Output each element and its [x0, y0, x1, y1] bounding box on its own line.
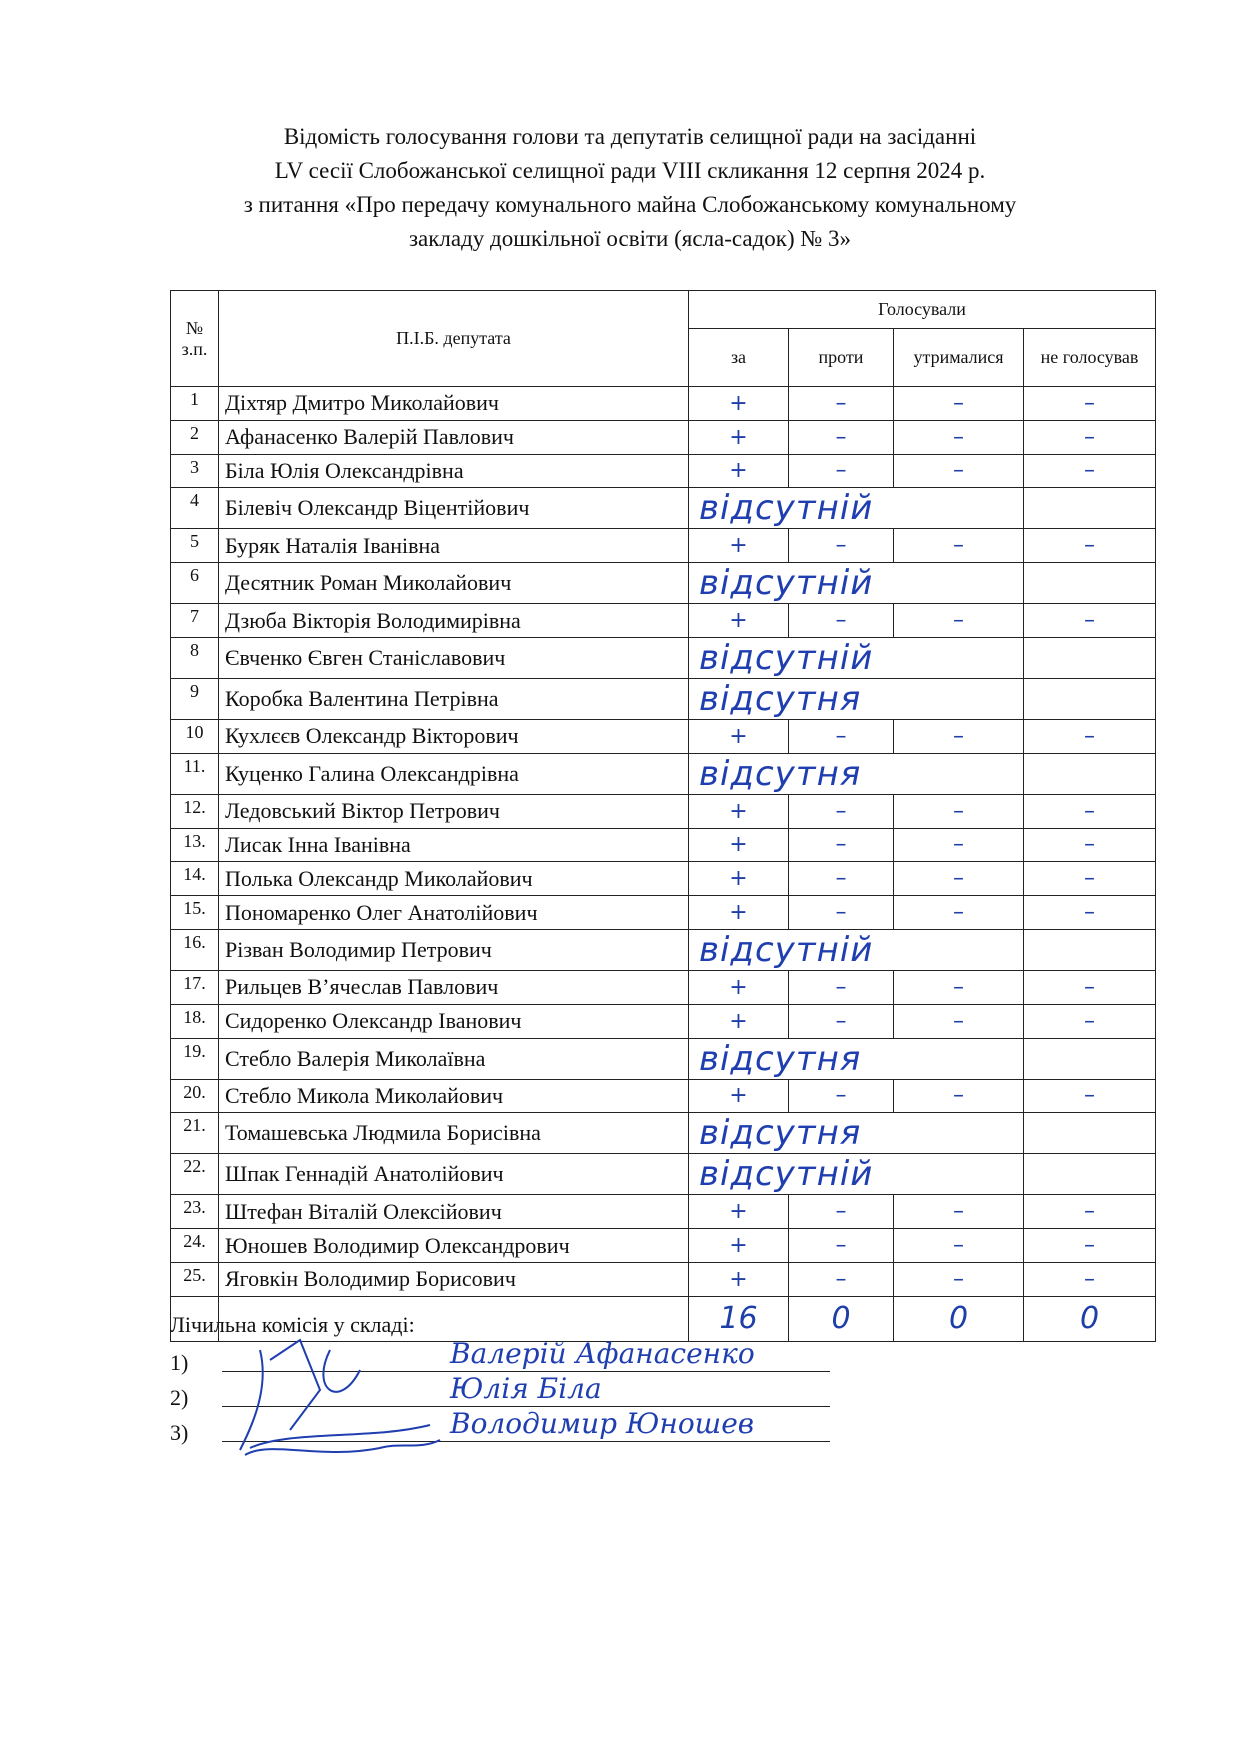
voting-table: [170, 290, 1156, 1342]
empty-cell: [1024, 1113, 1156, 1154]
table-row: [171, 929, 1156, 970]
vote-for: +: [689, 794, 789, 828]
table-row: [171, 862, 1156, 896]
vote-not-voted: –: [1024, 1262, 1156, 1296]
table-row: [171, 896, 1156, 930]
handwritten-signature: Юлія Біла: [450, 1372, 602, 1405]
vote-not-voted: –: [1024, 896, 1156, 930]
header-for: за: [689, 329, 789, 387]
vote-abstain: –: [894, 1195, 1024, 1229]
table-row: [171, 488, 1156, 529]
vote-not-voted: –: [1024, 828, 1156, 862]
table-row: [171, 1262, 1156, 1296]
total-not-voted: 0: [1024, 1296, 1156, 1341]
vote-for: +: [689, 387, 789, 421]
vote-for: +: [689, 970, 789, 1004]
deputy-name: Діхтяр Дмитро Миколайович: [219, 387, 689, 421]
vote-abstain: –: [894, 1262, 1024, 1296]
member-number: 2): [170, 1385, 189, 1410]
vote-not-voted: –: [1024, 719, 1156, 753]
vote-abstain: –: [894, 862, 1024, 896]
vote-not-voted: –: [1024, 1229, 1156, 1263]
row-number: 2: [171, 420, 219, 454]
vote-for: +: [689, 1195, 789, 1229]
table-row: [171, 1038, 1156, 1079]
deputy-name: Білевіч Олександр Віцентійович: [219, 488, 689, 529]
row-number: 24.: [171, 1229, 219, 1263]
vote-abstain: –: [894, 719, 1024, 753]
table-row: [171, 828, 1156, 862]
vote-abstain: –: [894, 604, 1024, 638]
table-row: [171, 420, 1156, 454]
deputy-name: Сидоренко Олександр Іванович: [219, 1004, 689, 1038]
voting-table-body: [171, 387, 1156, 1297]
table-row: [171, 1195, 1156, 1229]
absent-note: відсутній: [689, 929, 1024, 970]
table-row: [171, 753, 1156, 794]
absent-note: відсутня: [689, 753, 1024, 794]
vote-against: –: [789, 529, 894, 563]
row-number: 16.: [171, 929, 219, 970]
header-abstain: утрималися: [894, 329, 1024, 387]
table-row: [171, 970, 1156, 1004]
empty-cell: [1024, 678, 1156, 719]
empty-cell: [1024, 563, 1156, 604]
deputy-name: Євченко Євген Станіславович: [219, 637, 689, 678]
title-line-1: Відомість голосування голови та депутатів селищної ради на засіданні: [283, 124, 977, 149]
vote-against: –: [789, 1079, 894, 1113]
vote-for: +: [689, 1229, 789, 1263]
deputy-name: Яговкін Володимир Борисович: [219, 1262, 689, 1296]
title-line-2: LV сесії Слобожанської селищної ради VIII скликання 12 серпня 2024 р.: [274, 158, 986, 183]
vote-not-voted: –: [1024, 794, 1156, 828]
vote-for: +: [689, 529, 789, 563]
vote-abstain: –: [894, 529, 1024, 563]
table-row: [171, 1229, 1156, 1263]
vote-against: –: [789, 719, 894, 753]
vote-for: +: [689, 420, 789, 454]
header-name: П.І.Б. депутата: [219, 291, 689, 387]
total-for: 16: [689, 1296, 789, 1341]
absent-note: відсутній: [689, 637, 1024, 678]
vote-for: +: [689, 719, 789, 753]
row-number: 11.: [171, 753, 219, 794]
row-number: 18.: [171, 1004, 219, 1038]
deputy-name: Шпак Геннадій Анатолійович: [219, 1154, 689, 1195]
vote-for: +: [689, 604, 789, 638]
deputy-name: Десятник Роман Миколайович: [219, 563, 689, 604]
vote-against: –: [789, 1195, 894, 1229]
deputy-name: Пономаренко Олег Анатолійович: [219, 896, 689, 930]
row-number: 9: [171, 678, 219, 719]
table-row: [171, 719, 1156, 753]
vote-against: –: [789, 862, 894, 896]
vote-against: –: [789, 970, 894, 1004]
row-number: 8: [171, 637, 219, 678]
deputy-name: Кухлєєв Олександр Вікторович: [219, 719, 689, 753]
vote-abstain: –: [894, 420, 1024, 454]
vote-not-voted: –: [1024, 1195, 1156, 1229]
vote-against: –: [789, 794, 894, 828]
absent-note: відсутній: [689, 1154, 1024, 1195]
deputy-name: Штефан Віталій Олексійович: [219, 1195, 689, 1229]
vote-not-voted: –: [1024, 387, 1156, 421]
row-number: 20.: [171, 1079, 219, 1113]
deputy-name: Стебло Микола Миколайович: [219, 1079, 689, 1113]
vote-abstain: –: [894, 970, 1024, 1004]
vote-not-voted: –: [1024, 420, 1156, 454]
empty-cell: [1024, 488, 1156, 529]
member-number: 1): [170, 1350, 189, 1375]
empty-cell: [1024, 753, 1156, 794]
vote-not-voted: –: [1024, 604, 1156, 638]
deputy-name: Біла Юлія Олександрівна: [219, 454, 689, 488]
row-number: 15.: [171, 896, 219, 930]
row-number: 13.: [171, 828, 219, 862]
handwritten-signature: Валерій Афанасенко: [450, 1337, 755, 1370]
vote-against: –: [789, 387, 894, 421]
vote-for: +: [689, 862, 789, 896]
table-row: [171, 637, 1156, 678]
header-voted: Голосували: [689, 291, 1156, 329]
vote-for: +: [689, 896, 789, 930]
vote-against: –: [789, 454, 894, 488]
row-number: 23.: [171, 1195, 219, 1229]
deputy-name: Юношев Володимир Олександрович: [219, 1229, 689, 1263]
vote-against: –: [789, 828, 894, 862]
deputy-name: Дзюба Вікторія Володимирівна: [219, 604, 689, 638]
vote-for: +: [689, 1079, 789, 1113]
vote-against: –: [789, 420, 894, 454]
deputy-name: Томашевська Людмила Борисівна: [219, 1113, 689, 1154]
vote-not-voted: –: [1024, 1079, 1156, 1113]
row-number: 10: [171, 719, 219, 753]
title-line-3: з питання «Про передачу комунального майна Слобожанському комунальному: [243, 192, 1017, 217]
deputy-name: Стебло Валерія Миколаївна: [219, 1038, 689, 1079]
absent-note: відсутня: [689, 1113, 1024, 1154]
vote-against: –: [789, 1262, 894, 1296]
row-number: 1: [171, 387, 219, 421]
vote-for: +: [689, 1004, 789, 1038]
row-number: 21.: [171, 1113, 219, 1154]
total-against: 0: [789, 1296, 894, 1341]
row-number: 19.: [171, 1038, 219, 1079]
row-number: 17.: [171, 970, 219, 1004]
vote-abstain: –: [894, 1004, 1024, 1038]
vote-abstain: –: [894, 896, 1024, 930]
table-row: [171, 604, 1156, 638]
row-number: 4: [171, 488, 219, 529]
commission-label: Лічильна комісія у складі:: [170, 1312, 415, 1337]
row-number: 7: [171, 604, 219, 638]
empty-cell: [1024, 1154, 1156, 1195]
vote-against: –: [789, 604, 894, 638]
deputy-name: Афанасенко Валерій Павлович: [219, 420, 689, 454]
deputy-name: Ледовський Віктор Петрович: [219, 794, 689, 828]
vote-abstain: –: [894, 794, 1024, 828]
vote-not-voted: –: [1024, 862, 1156, 896]
vote-for: +: [689, 1262, 789, 1296]
table-row: [171, 454, 1156, 488]
deputy-name: Різван Володимир Петрович: [219, 929, 689, 970]
row-number: 12.: [171, 794, 219, 828]
vote-against: –: [789, 1229, 894, 1263]
empty-cell: [1024, 637, 1156, 678]
vote-against: –: [789, 1004, 894, 1038]
row-number: 14.: [171, 862, 219, 896]
title-line-4: закладу дошкільної освіти (ясла-садок) № 3»: [408, 226, 852, 251]
table-row: [171, 1154, 1156, 1195]
deputy-name: Полька Олександр Миколайович: [219, 862, 689, 896]
total-abstain: 0: [894, 1296, 1024, 1341]
vote-abstain: –: [894, 454, 1024, 488]
vote-abstain: –: [894, 387, 1024, 421]
table-row: [171, 529, 1156, 563]
absent-note: відсутня: [689, 678, 1024, 719]
table-row: [171, 1004, 1156, 1038]
header-number: № з.п.: [171, 291, 219, 387]
row-number: 5: [171, 529, 219, 563]
row-number: 25.: [171, 1262, 219, 1296]
vote-abstain: –: [894, 1229, 1024, 1263]
deputy-name: Лисак Інна Іванівна: [219, 828, 689, 862]
header-not-voted: не голосував: [1024, 329, 1156, 387]
table-row: [171, 794, 1156, 828]
empty-cell: [1024, 1038, 1156, 1079]
vote-not-voted: –: [1024, 1004, 1156, 1038]
row-number: 6: [171, 563, 219, 604]
deputy-name: Буряк Наталія Іванівна: [219, 529, 689, 563]
deputy-name: Куценко Галина Олександрівна: [219, 753, 689, 794]
absent-note: відсутня: [689, 1038, 1024, 1079]
vote-not-voted: –: [1024, 970, 1156, 1004]
signature-scribble-graphic: [230, 1330, 450, 1480]
vote-not-voted: –: [1024, 529, 1156, 563]
deputy-name: Коробка Валентина Петрівна: [219, 678, 689, 719]
absent-note: відсутній: [689, 488, 1024, 529]
vote-against: –: [789, 896, 894, 930]
member-number: 3): [170, 1420, 189, 1445]
row-number: 22.: [171, 1154, 219, 1195]
table-row: [171, 1113, 1156, 1154]
header-against: проти: [789, 329, 894, 387]
vote-for: +: [689, 828, 789, 862]
row-number: 3: [171, 454, 219, 488]
table-row: [171, 1079, 1156, 1113]
vote-not-voted: –: [1024, 454, 1156, 488]
vote-abstain: –: [894, 1079, 1024, 1113]
table-row: [171, 678, 1156, 719]
document-title: [150, 120, 1110, 256]
table-row: [171, 563, 1156, 604]
absent-note: відсутній: [689, 563, 1024, 604]
table-row: [171, 387, 1156, 421]
empty-cell: [1024, 929, 1156, 970]
deputy-name: Рильцев В’ячеслав Павлович: [219, 970, 689, 1004]
vote-for: +: [689, 454, 789, 488]
handwritten-signature: Володимир Юношев: [450, 1407, 755, 1440]
vote-abstain: –: [894, 828, 1024, 862]
